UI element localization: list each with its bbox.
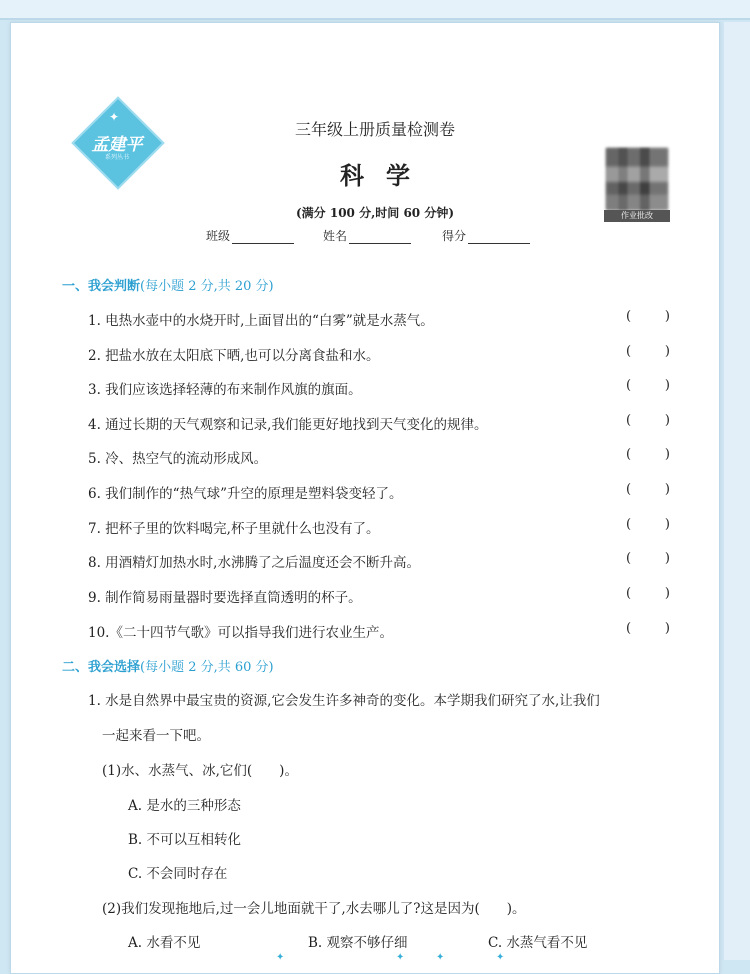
paren-right: )	[664, 447, 670, 462]
judgement-question: 8. 用酒精灯加热水时,水沸腾了之后温度还会不断升高。	[88, 555, 420, 571]
paren-right: )	[664, 309, 670, 324]
paren-left: (	[626, 621, 632, 636]
judgement-question: 9. 制作简易雨量器时要选择直筒透明的杯子。	[88, 590, 362, 606]
name-label: 姓名	[323, 229, 348, 243]
judgement-question: 6. 我们制作的“热气球”升空的原理是塑料袋变轻了。	[88, 486, 403, 502]
class-field[interactable]	[206, 227, 294, 244]
answer-parentheses[interactable]	[626, 413, 670, 428]
paren-left: (	[626, 344, 632, 359]
choice-q1-line2: 一起来看一下吧。	[102, 728, 210, 744]
class-blank[interactable]	[232, 231, 294, 244]
bird-icon: ✦	[109, 110, 120, 124]
qr-caption: 作业批改	[604, 210, 670, 222]
choice-q1-sub2: (2)我们发现拖地后,过一会儿地面就干了,水去哪儿了?这是因为( )。	[102, 901, 526, 917]
sub1-option-b[interactable]: B. 不可以互相转化	[128, 832, 242, 848]
section-2-title: 二、我会选择	[62, 660, 141, 675]
subject-title: 科学	[340, 161, 432, 190]
logo-subtext: 系列丛书	[104, 154, 129, 161]
section-1-heading	[62, 275, 274, 294]
paren-right: )	[664, 344, 670, 359]
answer-parentheses[interactable]	[626, 621, 670, 636]
name-field[interactable]	[323, 227, 411, 244]
decoration-star-icon: ✦	[496, 952, 505, 963]
sub2-option-c[interactable]: C. 水蒸气看不见	[488, 935, 588, 951]
paren-right: )	[664, 413, 670, 428]
sub2-option-a[interactable]: A. 水看不见	[128, 935, 201, 951]
answer-parentheses[interactable]	[626, 344, 670, 359]
judgement-question: 10.《二十四节气歌》可以指导我们进行农业生产。	[88, 625, 393, 641]
answer-parentheses[interactable]	[626, 586, 670, 601]
sub2-option-b[interactable]: B. 观察不够仔细	[308, 935, 408, 951]
section-1-note: (每小题 2 分,共 20 分)	[140, 279, 274, 294]
answer-parentheses[interactable]	[626, 517, 670, 532]
score-time-note: (满分 100 分,时间 60 分钟)	[296, 206, 454, 220]
answer-parentheses[interactable]	[626, 482, 670, 497]
judgement-question: 2. 把盐水放在太阳底下晒,也可以分离食盐和水。	[88, 348, 380, 364]
paren-left: (	[626, 413, 632, 428]
paren-left: (	[626, 517, 632, 532]
class-label: 班级	[206, 229, 231, 243]
paren-right: )	[664, 378, 670, 393]
judgement-question: 4. 通过长期的天气观察和记录,我们能更好地找到天气变化的规律。	[88, 417, 488, 433]
section-1-title: 一、我会判断	[62, 279, 141, 294]
paren-right: )	[664, 586, 670, 601]
decoration-star-icon: ✦	[436, 952, 445, 963]
judgement-question: 5. 冷、热空气的流动形成风。	[88, 451, 268, 467]
answer-parentheses[interactable]	[626, 378, 670, 393]
section-2-note: (每小题 2 分,共 60 分)	[140, 660, 274, 675]
paren-right: )	[664, 621, 670, 636]
section-2-heading	[62, 656, 274, 675]
choice-q1-line1: 1. 水是自然界中最宝贵的资源,它会发生许多神奇的变化。本学期我们研究了水,让我们	[88, 693, 600, 709]
sub1-option-a[interactable]: A. 是水的三种形态	[128, 798, 241, 814]
choice-q1-sub1: (1)水、水蒸气、冰,它们( )。	[102, 763, 298, 779]
logo-text: 孟建平	[91, 135, 143, 155]
score-label: 得分	[442, 229, 467, 243]
answer-parentheses[interactable]	[626, 309, 670, 324]
decoration-star-icon: ✦	[276, 952, 285, 963]
answer-parentheses[interactable]	[626, 447, 670, 462]
judgement-question: 1. 电热水壶中的水烧开时,上面冒出的“白雾”就是水蒸气。	[88, 313, 434, 329]
paren-left: (	[626, 482, 632, 497]
judgement-question: 7. 把杯子里的饮料喝完,杯子里就什么也没有了。	[88, 521, 380, 537]
judgement-question: 3. 我们应该选择轻薄的布来制作风旗的旗面。	[88, 382, 362, 398]
paren-right: )	[664, 482, 670, 497]
score-blank[interactable]	[468, 231, 530, 244]
exam-title: 三年级上册质量检测卷	[294, 120, 455, 139]
answer-parentheses[interactable]	[626, 551, 670, 566]
paren-left: (	[626, 586, 632, 601]
paren-left: (	[626, 309, 632, 324]
paren-left: (	[626, 447, 632, 462]
score-field[interactable]	[442, 227, 530, 244]
name-blank[interactable]	[349, 231, 411, 244]
top-strip	[0, 0, 750, 20]
paren-right: )	[664, 551, 670, 566]
paren-left: (	[626, 551, 632, 566]
paren-left: (	[626, 378, 632, 393]
sub1-option-c[interactable]: C. 不会同时存在	[128, 866, 228, 882]
decoration-star-icon: ✦	[396, 952, 405, 963]
paren-right: )	[664, 517, 670, 532]
